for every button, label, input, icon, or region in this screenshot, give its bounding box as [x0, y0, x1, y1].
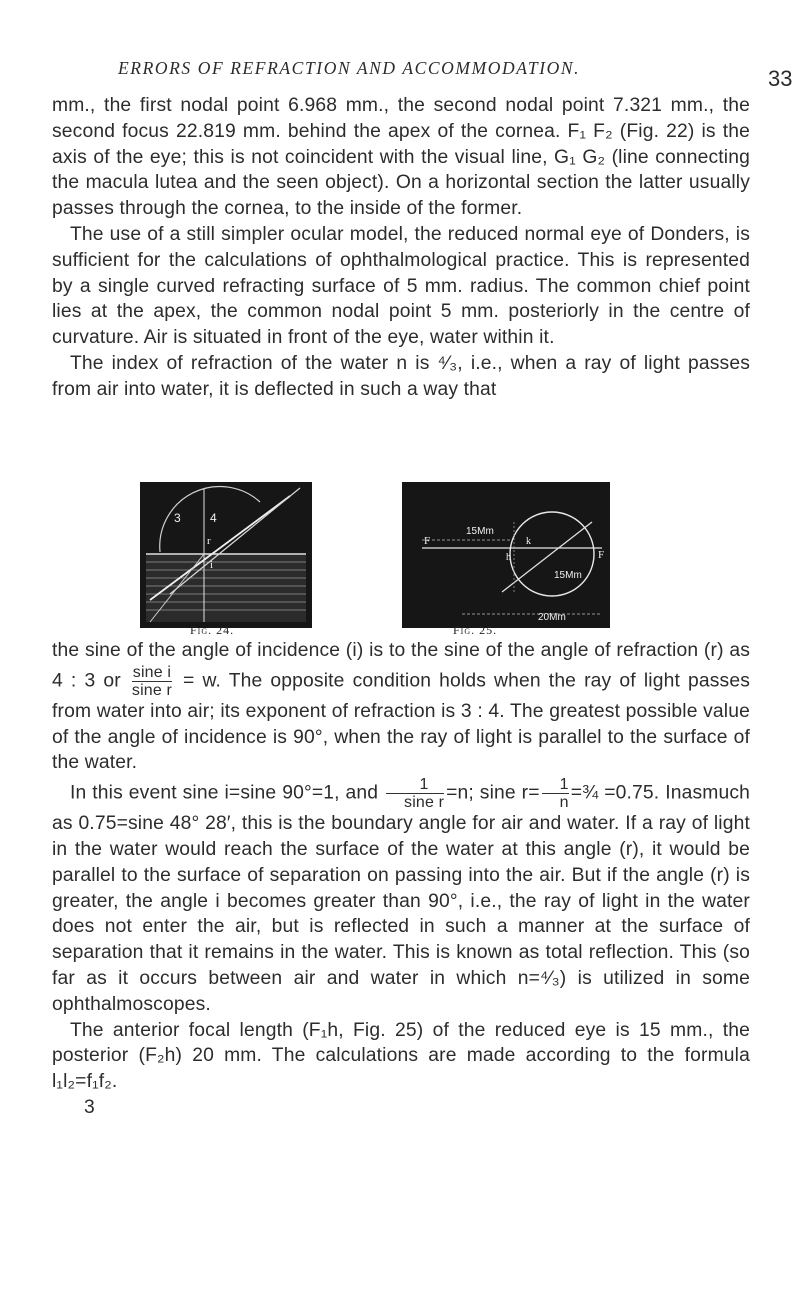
fig25-label-h: h [506, 552, 511, 563]
fraction [132, 664, 172, 699]
paragraph: The anterior focal length (F₁h, Fig. 25) of the reduced eye is 15 mm., the posterior (F₂h) 20 mm. The calculations are made according to the formula l₁l₂=f₁f₂. [52, 1019, 750, 1093]
running-title: ERRORS OF REFRACTION AND ACCOMMODATION. [118, 58, 581, 78]
paragraph: The index of refraction of the water n is ⁴⁄₃, i.e., when a ray of light passes from air into water, it is deflected in such a way that [52, 352, 750, 400]
fig24-label-i: i [210, 559, 214, 571]
fraction [542, 776, 569, 811]
footer-page-number: 3 [84, 1096, 95, 1118]
fig25-label-15mm-bottom: 15Mm [554, 570, 582, 581]
text-run: the sine of the angle of incidence (i) is to the sine of the angle of refraction (r) as 4 : 3 or [52, 640, 750, 692]
paragraph [52, 776, 750, 1017]
fraction-numerator: sine i [132, 663, 172, 681]
fig25-label-k: k [526, 536, 531, 547]
text-run: = w. The opposite condition holds when the ray of light passes from water into air; its exponent of refraction is 3 : 4. The greatest possible value of the angle of incidence is 90°, when the ray of light is parallel to the surface of the water. [52, 670, 750, 774]
fraction [386, 776, 444, 811]
figure-25-diagram [402, 482, 610, 628]
fig25-label-F2: F [598, 549, 605, 561]
figure-25-svg [402, 482, 610, 628]
fig25-label-20mm: 20Mm [538, 612, 566, 623]
text-block-top [52, 93, 750, 403]
figure-25-caption: Fig. 25. [453, 623, 498, 637]
fig25-label-F1: F [424, 535, 431, 547]
figure-24-diagram [140, 482, 312, 628]
figure-24-svg [140, 482, 312, 628]
fraction-denominator: sine r [131, 681, 172, 699]
paragraph [52, 638, 750, 776]
fraction-denominator: n [542, 793, 569, 811]
text-run: =n; sine r= [446, 782, 540, 804]
text-run: In this event sine i=sine 90°=1, and [70, 782, 379, 804]
figure-24-caption: Fig. 24. [190, 623, 235, 637]
fraction-denominator: sine r [386, 793, 444, 811]
paragraph: The use of a still simpler ocular model, the reduced normal eye of Donders, is sufficient for the calculations of ophthalmological practice. This is represented by a single curved refracting surface of 5 mm. radius. The common chief point lies at the apex, the common nodal point 5 mm. posteriorly in the centre of curvature. Air is situated in front of the eye, water within it. [52, 223, 750, 349]
fraction-numerator: 1 [419, 776, 429, 794]
fig24-label-3: 3 [174, 511, 181, 525]
fig24-label-4: 4 [210, 511, 217, 525]
page-header [118, 58, 793, 91]
paragraph: mm., the first nodal point 6.968 mm., the second nodal point 7.321 mm., the second focus 22.819 mm. behind the apex of the cornea. F₁ F₂ (Fig. 22) is the axis of the eye; this is not coincident with the visual line, G₁ G₂ (line connecting the macula lutea and the seen object). On a horizontal section the latter usually passes through the cornea, to the inside of the former. [52, 95, 750, 220]
page-number: 33 [768, 66, 793, 91]
fig24-label-r: r [207, 535, 211, 547]
fraction-numerator: 1 [559, 776, 569, 794]
text-run: =¾ =0.75. Inasmuch as 0.75=sine 48° 28′, this is the boundary angle for air and water. If a ray of light in the water would reach the surface of the water at this angle (r), it would be parallel to the surface of separation on passing into the air. But if the angle (r) is greater, the angle i becomes greater than 90°, i.e., the ray of light in the water does not enter the air, but is reflected in such a manner at the surface of separation that it remains in the water. This is known as total reflection. This (so far as it occurs between air and water in which n=⁴⁄₃) is utilized in some ophthalmoscopes. [52, 782, 750, 1015]
text-block-bottom [52, 638, 750, 1121]
fig25-label-15mm-top: 15Mm [466, 526, 494, 537]
